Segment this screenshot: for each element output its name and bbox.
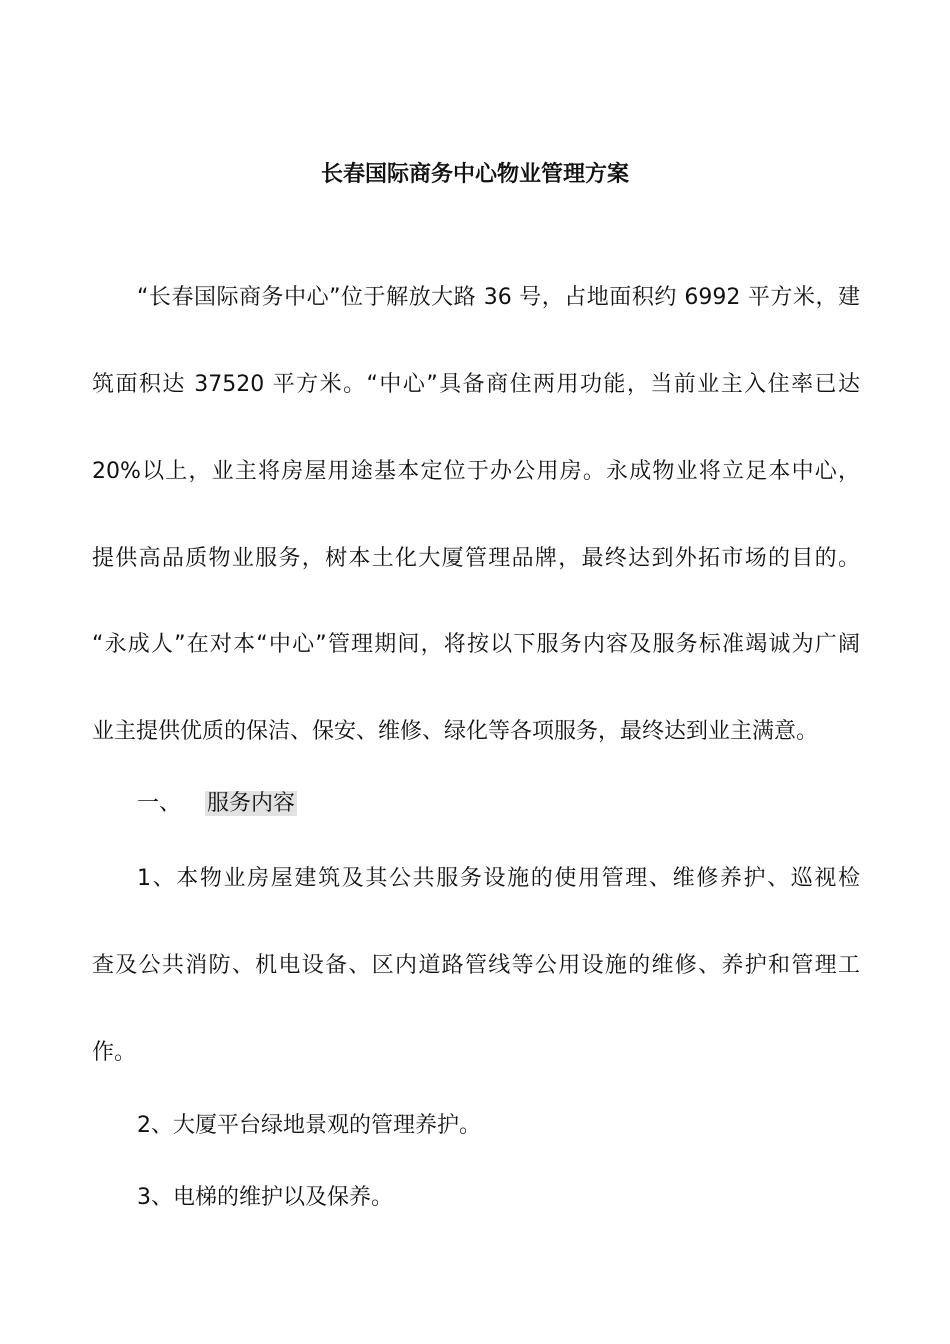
intro-line-5: “永成人”在对本“中心”管理期间，将按以下服务内容及服务标准竭诚为广阔 <box>92 632 860 657</box>
section-heading <box>137 789 297 819</box>
intro-line-3: 20%以上，业主将房屋用途基本定位于办公用房。永成物业将立足本中心， <box>92 459 860 484</box>
document-title: 长春国际商务中心物业管理方案 <box>320 162 629 187</box>
section-number: 一、 <box>137 791 182 816</box>
intro-line-2: 筑面积达 37520 平方米。“中心”具备商住两用功能，当前业主入住率已达 <box>92 372 860 397</box>
item-1-line-1: 1、本物业房屋建筑及其公共服务设施的使用管理、维修养护、巡视检 <box>137 866 860 891</box>
item-1-line-2: 查及公共消防、机电设备、区内道路管线等公用设施的维修、养护和管理工 <box>92 953 860 978</box>
item-1-line-3: 作。 <box>92 1040 137 1065</box>
intro-line-1: “长春国际商务中心”位于解放大路 36 号，占地面积约 6992 平方米，建 <box>137 285 860 310</box>
intro-line-4: 提供高品质物业服务，树本土化大厦管理品牌，最终达到外拓市场的目的。 <box>92 546 860 571</box>
section-label: 服务内容 <box>207 791 296 816</box>
item-3: 3、电梯的维护以及保养。 <box>137 1185 393 1210</box>
item-2: 2、大厦平台绿地景观的管理养护。 <box>137 1113 481 1138</box>
intro-line-6: 业主提供优质的保洁、保安、维修、绿化等各项服务，最终达到业主满意。 <box>92 719 819 744</box>
